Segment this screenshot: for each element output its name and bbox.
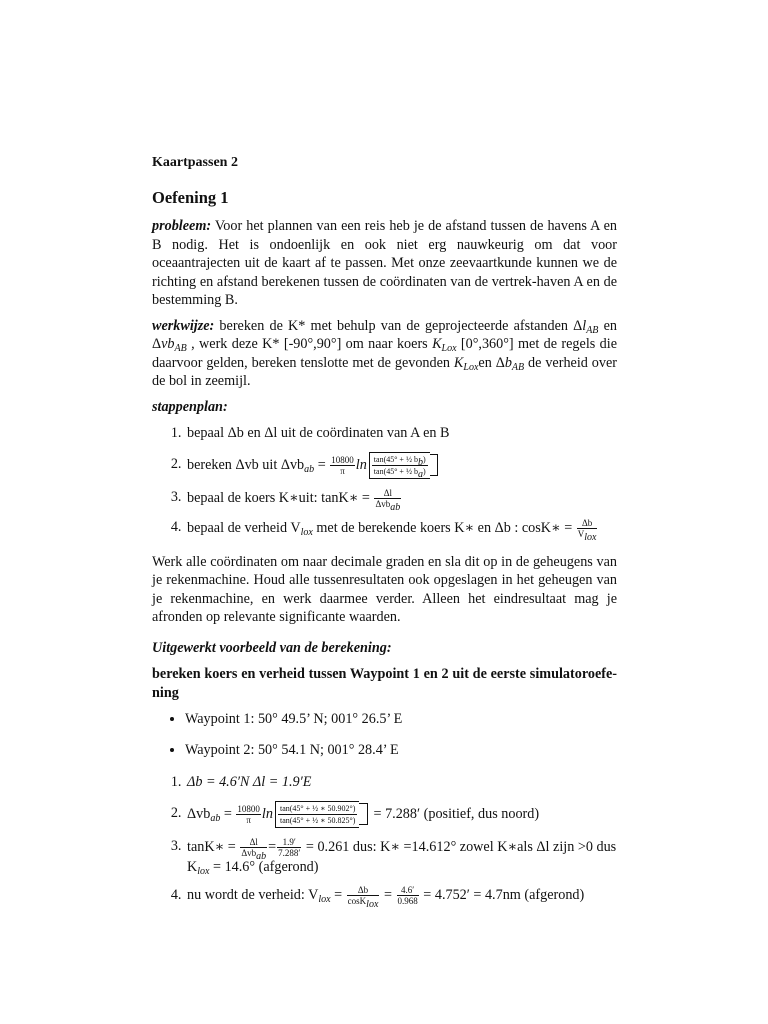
step-4-text-mid: met de berekende koers K∗ en Δb : cosK∗ =: [312, 519, 576, 536]
fraction-den-text: Δvb: [241, 847, 257, 858]
fraction: [330, 455, 355, 476]
uitgewerkt-bold: bereken koers en verheid tussen Waypoint 1 en 2 uit de eerste simulatoroefe-ning: [152, 666, 617, 701]
fraction-den: [577, 528, 598, 543]
math-sub: lox: [197, 865, 210, 877]
step-1-text: bepaal Δb en Δl uit de coördinaten van A en B: [187, 425, 450, 441]
fraction-den-text: Δvb: [375, 498, 391, 509]
waypoint-list: [152, 710, 617, 759]
fraction: [277, 837, 301, 858]
fraction-num: tan(45° + ½ ∗ 50.902°): [279, 803, 356, 813]
list-item: [185, 452, 617, 479]
stappenplan-list: [152, 424, 617, 543]
math-sub: ab: [210, 812, 221, 824]
fraction: [577, 517, 598, 543]
werkwijze-text-2: en Δ: [152, 317, 617, 352]
fraction-num: Δl: [374, 488, 401, 499]
math-eq: =: [314, 456, 330, 473]
list-item: [185, 801, 617, 828]
fraction: [397, 885, 419, 906]
list-item: • Waypoint 1: 50° 49.5’ N; 001° 26.5’ E: [185, 710, 617, 729]
werkwijze-text-1: bereken de K* met behulp van de geprojecteerde afstanden Δ: [214, 317, 583, 334]
uitgewerkt-heading: Uitgewerkt voorbeeld van de berekening:: [152, 639, 392, 656]
list-item: [185, 885, 617, 910]
math-sub: lox: [318, 893, 331, 905]
math-sub: AB: [511, 361, 525, 373]
fraction: [372, 454, 428, 480]
fraction-den: π: [340, 465, 345, 476]
werkwijze-text-5: en Δ: [478, 354, 505, 371]
math-dvb: vb: [161, 336, 175, 352]
result-3-post-2: = 14.6° (afgerond): [209, 858, 319, 875]
step-2-text: bereken Δvb uit Δvb: [187, 456, 305, 473]
bracket-right: [430, 454, 439, 477]
fraction-den: [374, 498, 401, 513]
math-k: K: [432, 336, 442, 352]
fraction-den: [240, 847, 267, 862]
werkwijze-text-6: de verheid over de bol in zeemijl.: [152, 354, 617, 389]
fraction-den-text: V: [577, 528, 585, 539]
fraction-num: 1.9′: [277, 837, 301, 848]
fraction: [374, 487, 401, 513]
probleem-paragraph: [152, 217, 617, 310]
probleem-label: probleem:: [152, 218, 212, 234]
werkwijze-paragraph: [152, 317, 617, 391]
math-eq: =: [380, 886, 396, 903]
fraction: [278, 803, 357, 826]
math-eq: =: [330, 886, 346, 903]
result-4-post: = 4.752′ = 4.7nm (afgerond): [419, 886, 585, 903]
fraction-num-text: tan(45° + ½ b: [373, 454, 418, 464]
result-1-text: Δb = 4.6′N Δl = 1.9′E: [187, 774, 312, 790]
fraction-den: [347, 896, 380, 910]
fraction-den: 0.968: [397, 896, 418, 906]
werkwijze-label: werkwijze:: [152, 317, 215, 334]
list-item: • Waypoint 2: 50° 54.1 N; 001° 28.4’ E: [185, 741, 617, 760]
math-sub: AB: [174, 343, 187, 354]
list-item: [185, 837, 617, 877]
fraction: [347, 885, 380, 910]
math-sub: ab: [390, 501, 401, 513]
fraction: [236, 804, 261, 825]
fraction-den-text: tan(45° + ½ b: [373, 466, 418, 476]
werkwijze-text-4: [0°,360°] met de regels die daarvoor gelden, bereken tenslotte met de gevonden: [152, 336, 617, 371]
list-item: [185, 517, 617, 543]
math-sub: ab: [256, 850, 267, 862]
result-2-text: Δvb: [187, 805, 211, 822]
math-sub: AB: [586, 324, 599, 336]
math-sub: lox: [584, 531, 597, 543]
calculation-list: [152, 773, 617, 910]
math-sub: Lox: [463, 361, 479, 373]
math-eq: =: [268, 838, 277, 855]
fraction-den-text: cosK: [347, 896, 367, 906]
math-sub: lox: [300, 526, 313, 538]
fraction-num: Δl: [240, 837, 267, 848]
document-page: [152, 154, 617, 920]
fraction-num: 10800: [237, 803, 260, 814]
bracket-left: [369, 452, 430, 479]
probleem-text: Voor het plannen van een reis heb je de afstand tussen de havens A en B nodig. Het is ondoenlijk en ook niet erg nauwkeurig om dat voor oceaantrajecten uit de kaart af te passen. Met onze zeevaartkunde kunnen we de richting en afstand berekenen tussen de coördinaten van de vertrek-haven A en de bestemming B.: [152, 218, 617, 308]
bracket-left: [275, 801, 359, 828]
math-sub: Lox: [441, 343, 457, 354]
fraction-num: tan(45° + ½ $b_b$): [373, 454, 426, 468]
werkwijze-text-3: , werk deze K* [-90°,90°] om naar koers: [186, 336, 433, 352]
fraction-den: π: [246, 814, 251, 825]
math-k: K: [453, 354, 464, 371]
result-3-post: = 0.261 dus: K∗ =14.612° zowel K∗als Δl zijn >0 dus K: [187, 838, 617, 875]
step-4-text: bepaal de verheid V: [187, 519, 301, 536]
math-sub: ab: [304, 463, 315, 475]
fraction-den: tan(45° + ½ $b_a$): [373, 466, 426, 480]
math-db: b: [504, 354, 512, 371]
math-sub: lox: [366, 899, 379, 910]
list-item: [185, 773, 617, 792]
math-ln: ln: [261, 805, 273, 822]
math-sub: a: [417, 468, 423, 480]
document-title: Kaartpassen 2: [152, 155, 238, 170]
fraction-num: Δb: [577, 518, 598, 529]
list-item: [185, 487, 617, 513]
fraction-den: 7.288′: [278, 847, 301, 858]
math-dl: l: [582, 317, 587, 334]
step-3-text: bepaal de koers K∗uit: tanK∗ =: [187, 489, 374, 506]
math-ln: ln: [355, 456, 367, 473]
math-sub: b: [417, 456, 423, 468]
fraction: [240, 836, 267, 862]
math-eq: =: [220, 805, 236, 822]
bracket-right: [359, 803, 368, 826]
fraction-num: Δb: [347, 885, 380, 896]
stappenplan-heading: stappenplan:: [152, 398, 228, 415]
result-2-post: = 7.288′ (positief, dus noord): [369, 805, 540, 822]
fraction-num: 10800: [331, 454, 354, 465]
werk-alle-paragraph: Werk alle coördinaten om naar decimale graden en sla dit op in de geheugens van je rekenmachine. Houd alle tussenresultaten ook opgeslagen in het geheugen van je rekenmachine, en werk daarmee verder. Alleen het eindresultaat mag je afronden op relevante significante waarden.: [152, 553, 617, 625]
section-heading: Oefening 1: [152, 187, 229, 207]
result-3-text: tanK∗ =: [187, 838, 240, 855]
fraction-num: 4.6′: [397, 885, 419, 896]
result-4-text: nu wordt de verheid: V: [187, 886, 319, 903]
fraction-den: tan(45° + ½ ∗ 50.825°): [279, 815, 356, 825]
list-item: [185, 424, 617, 443]
